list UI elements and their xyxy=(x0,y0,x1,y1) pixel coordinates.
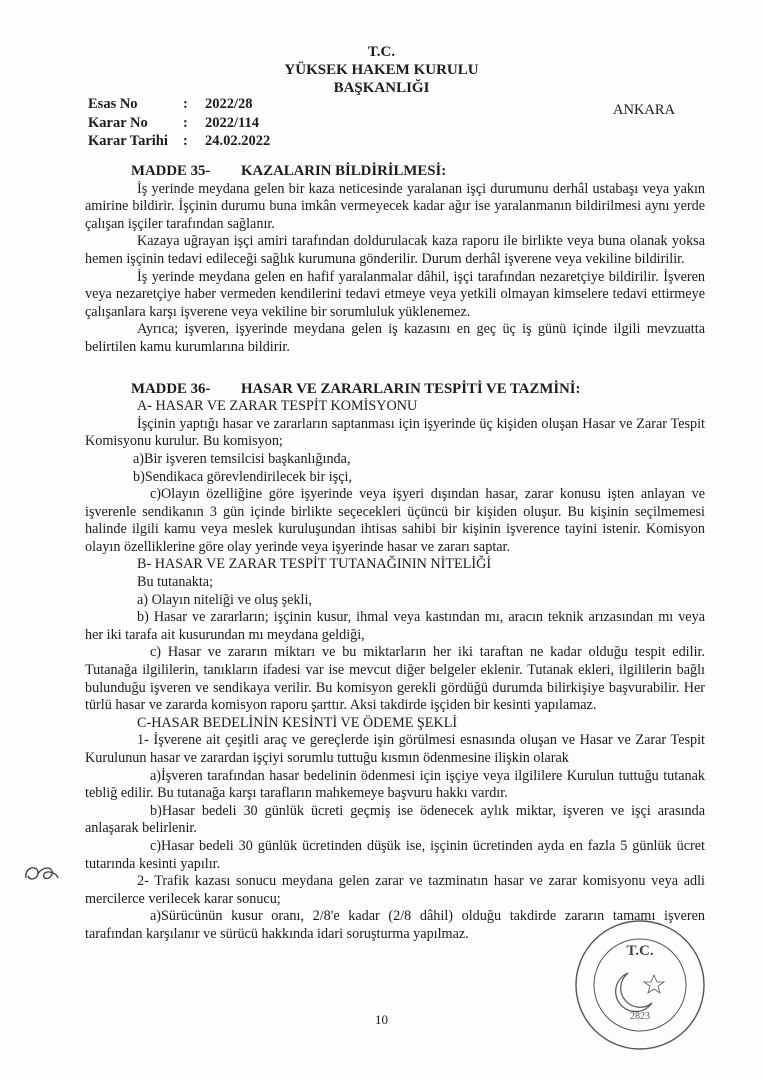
article-35-heading xyxy=(85,163,705,181)
city: ANKARA xyxy=(613,102,676,118)
header-department: BAŞKANLIĞI xyxy=(333,80,430,96)
paragraph: Kazaya uğrayan işçi amiri tarafından doldurulacak kaza raporu ile birlikte veya buna olanak yoksa hemen işçinin tedavi edileceği sağlık kurumuna gönderilir. Durum derhâl işverene veya vekiline bildirilir. xyxy=(85,233,705,267)
meta-sep: : xyxy=(183,114,188,131)
article-number: MADDE 35- xyxy=(131,163,211,179)
meta-label: Karar Tarihi xyxy=(88,133,168,149)
paragraph: İşçinin yaptığı hasar ve zararların saptanması için işyerinde üç kişiden oluşan Hasar ve Zarar Tespit Komisyonu kurulur. Bu komisyon; xyxy=(85,415,705,450)
paragraph: Bu tutanakta; xyxy=(137,574,214,591)
article-title: HASAR VE ZARARLARIN TESPİTİ VE TAZMİNİ: xyxy=(241,380,581,397)
section-a-title: A- HASAR VE ZARAR TESPİT KOMİSYONU xyxy=(137,398,418,415)
header-tc: T.C. xyxy=(367,44,396,60)
list-item: c)Hasar bedeli 30 günlük ücretinden düşük ise, işçinin ücretinden ayda en fazla 5 günlük ücret tutarında kesinti yapılır. xyxy=(85,837,705,872)
official-seal xyxy=(570,915,710,1055)
section-c-title: C-HASAR BEDELİNİN KESİNTİ VE ÖDEME ŞEKLİ xyxy=(137,714,458,731)
meta-value: 2022/114 xyxy=(205,114,259,131)
meta-row-karar xyxy=(88,114,270,133)
paragraph: İş yerinde meydana gelen en hafif yaralanmalar dâhil, işçi tarafından nezaretçiye bildirilir. İşveren veya nezaretçiye haber vermeden kendilerini tedavi etmeye veya yetkili olmayan kimselere tedavi ettirmeye çalışanlara karşı işverene veya vekiline bir sorumluluk yüklenemez. xyxy=(85,268,705,320)
case-meta xyxy=(88,95,270,151)
section-b-title: B- HASAR VE ZARAR TESPİT TUTANAĞININ NİTELİĞİ xyxy=(137,556,492,573)
list-item: a)İşveren tarafından hasar bedelinin ödenmesi için işçiye veya ilgililere Kurulun tuttuğu tutanak tebliğ edilir. Bu tutanağa karşı tarafların mahkemeye başvuru hakkı vardır. xyxy=(85,767,705,802)
list-item: c)Olayın özelliğine göre işyerinde veya işyeri dışından hasar, zarar konusu işten anlayan ve işverenle sendikanın 3 gün içinde birlikte seçecekleri üçüncü bir kişiden oluşur. Bu kişinin seçilmemesi halinde ilgili kamu veya meslek kuruluşundan ihtisas sahibi bir kişinin işverence tayini istenir. Komisyon olayın özelliklerine göre olay yerinde veya işyerinde hasar ve zararı saptar. xyxy=(85,486,705,555)
meta-sep: : xyxy=(183,133,188,149)
page-number: 10 xyxy=(375,1012,388,1027)
article-36-heading xyxy=(85,381,705,399)
list-item: b)Hasar bedeli 30 günlük ücreti geçmiş ise ödenecek aylık miktar, işveren ve işçi arasında anlaşarak belirlenir. xyxy=(85,802,705,837)
list-item: 2- Trafik kazası sonucu meydana gelen zarar ve tazminatın hasar ve zarar komisyonu veya adli mercilerce verilecek karar sonucu; xyxy=(85,873,705,907)
paragraph: İş yerinde meydana gelen bir kaza neticesinde yaralanan işçi durumunu derhâl ustabaşı veya yakın amirine bildirir. İşçinin durumu buna imkân vermeyecek kadar ağır ise yaralanmanın bildirilmesi aynı yerde çalışan işçiler tarafından sağlanır. xyxy=(85,180,705,232)
meta-sep: : xyxy=(183,96,188,112)
meta-row-tarih xyxy=(88,132,270,151)
header-institution: YÜKSEK HAKEM KURULU xyxy=(284,62,479,78)
meta-label: Karar No xyxy=(88,114,148,131)
seal-center-text: T.C. xyxy=(626,943,654,959)
list-item: b)Sendikaca görevlendirilecek bir işçi, xyxy=(133,468,353,485)
seal-year: 2823 xyxy=(630,1011,650,1022)
list-item: 1- İşverene ait çeşitli araç ve gereçlerde işin görülmesi esnasında oluşan ve Hasar ve Zarar Tespit Kurulunun hasar ve zarardan işçiyi sorumlu tuttuğu kısmın ödenmesine ilişkin olarak xyxy=(85,732,705,766)
article-number: MADDE 36- xyxy=(131,380,211,397)
meta-row-esas xyxy=(88,95,270,114)
list-item: a) Olayın niteliği ve oluş şekli, xyxy=(137,591,312,608)
meta-value: 2022/28 xyxy=(205,96,253,112)
document-body xyxy=(85,163,705,944)
handwritten-initials-icon xyxy=(22,860,60,886)
list-item: a)Sürücünün kusur oranı, 2/8'e kadar (2/8 dâhil) olduğu takdirde zararın tamamı işveren tarafından karşılanır ve sürücü hakkında idari soruşturma yapılmaz. xyxy=(85,908,705,942)
meta-value: 24.02.2022 xyxy=(205,133,271,149)
list-item: c) Hasar ve zararın miktarı ve bu miktarların her iki taraftan ne kadar olduğu tespit edilir. Tutanağa ilgililerin, tanıkların ifadesi var ise mevcut diğer belgeler eklenir. Tutanak ekleri, ilgililerin bağlı bulunduğu işveren ve sendikaya verilir. Bu komisyon gerekli gördüğü durumda bilirkişiye başvurabilir. Her türlü hasar ve zararda komisyon raporu şarttır. Aksi takdirde işçiden bir kesinti yapılamaz. xyxy=(85,644,705,714)
article-title: KAZALARIN BİLDİRİLMESİ: xyxy=(241,163,447,179)
meta-label: Esas No xyxy=(88,96,138,112)
list-item: a)Bir işveren temsilcisi başkanlığında, xyxy=(133,450,351,467)
paragraph: Ayrıca; işveren, işyerinde meydana gelen iş kazasını en geç üç iş günü içinde ilgili mevzuatta belirtilen kamu kurumlarına bildirir. xyxy=(85,321,705,355)
list-item: b) Hasar ve zararların; işçinin kusur, ihmal veya kastından mı, aracın teknik arızasından mı veya her iki tarafa ait kusurundan mı meydana geldiği, xyxy=(85,609,705,643)
